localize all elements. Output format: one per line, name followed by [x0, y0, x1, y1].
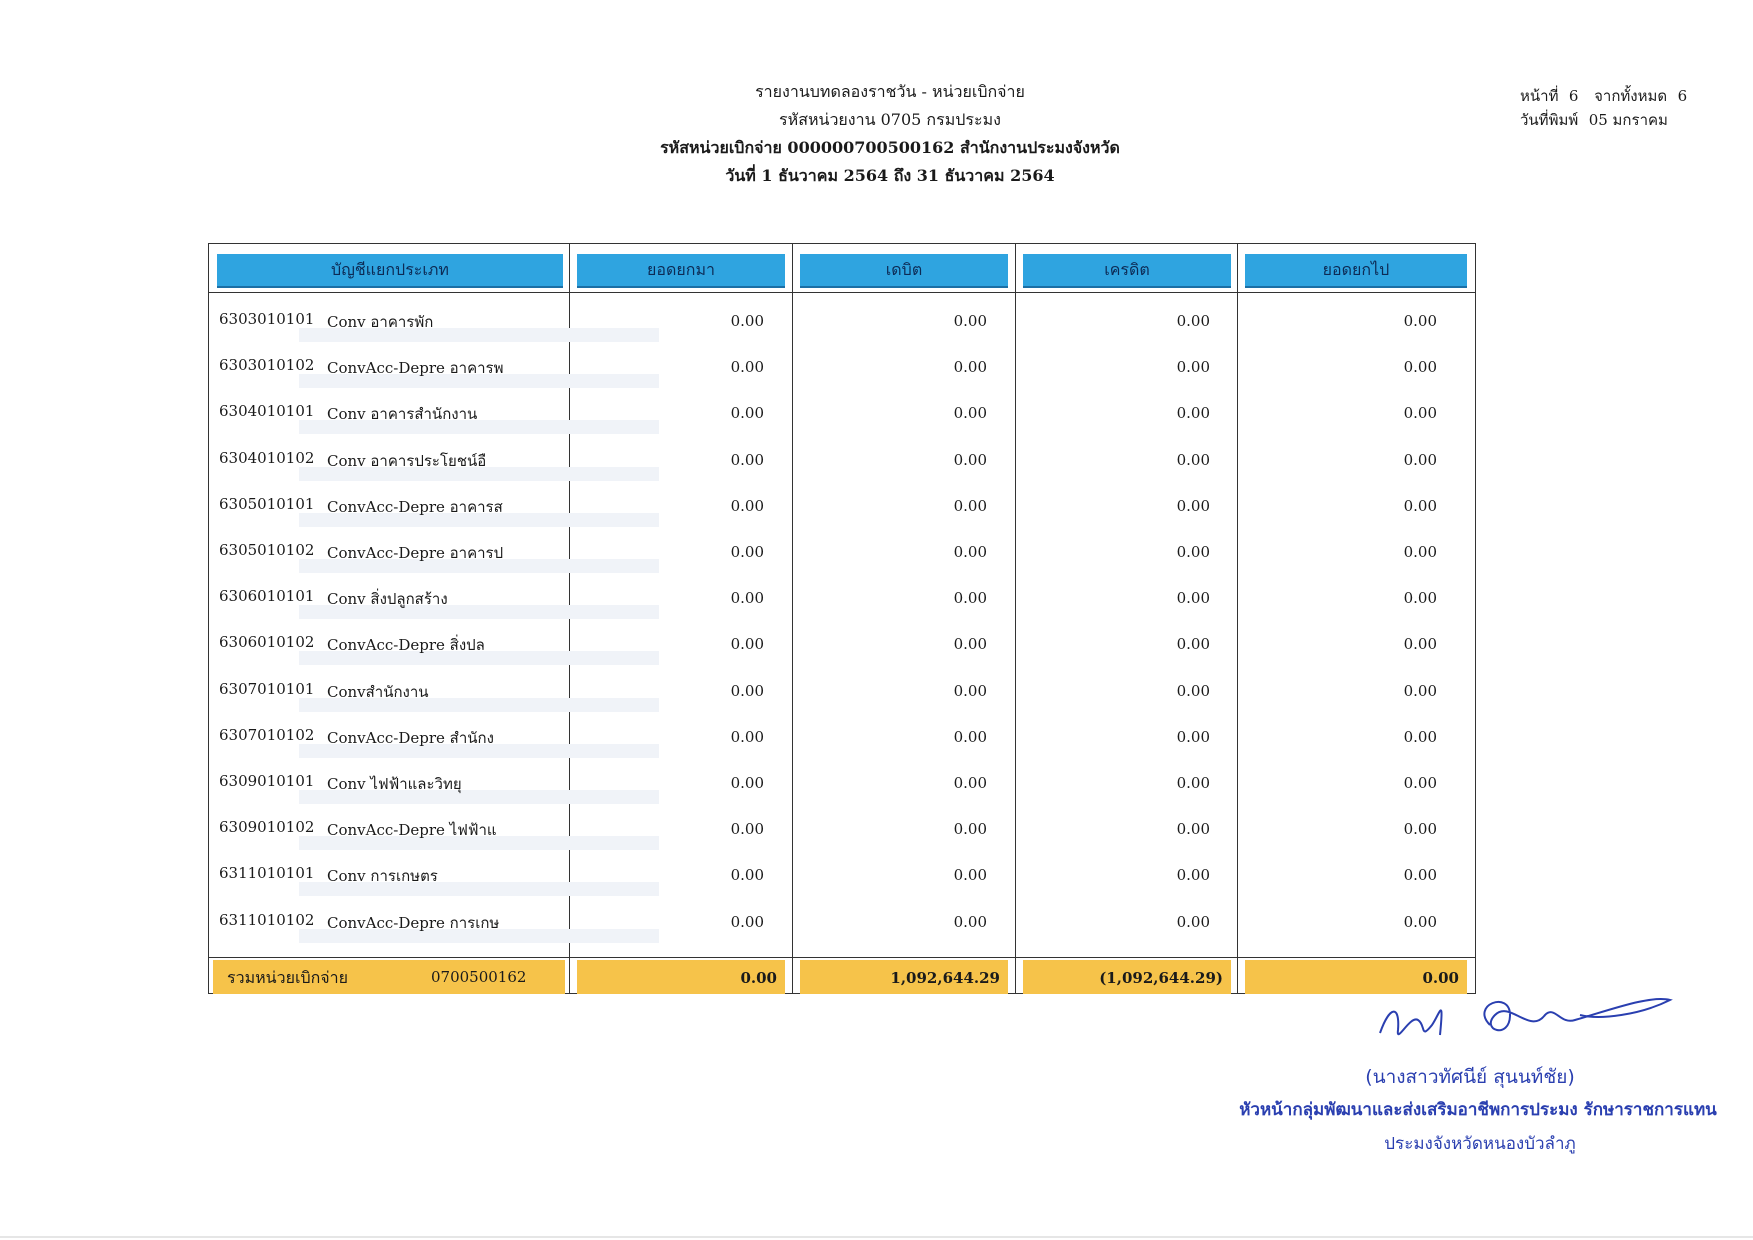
table-row: [209, 302, 1475, 348]
debit-value: 0.00: [953, 820, 987, 839]
account-code: 6304010102: [219, 448, 315, 467]
total-debit: 1,092,644.29: [890, 969, 1000, 987]
of-label: จากทั้งหมด: [1594, 87, 1668, 105]
closing-balance-value: 0.00: [1403, 727, 1437, 746]
credit-value: 0.00: [1176, 589, 1210, 608]
column-header-opening-balance: ยอดยกมา: [577, 254, 785, 288]
opening-balance-value: 0.00: [730, 312, 764, 330]
debit-value: 0.00: [953, 543, 987, 561]
opening-balance-value: 0.00: [730, 589, 764, 608]
opening-balance-value: 0.00: [730, 450, 764, 469]
account-code: 6309010101: [219, 772, 315, 790]
account-name: Convสำนักงาน: [327, 682, 429, 701]
account-name: Conv อาคารประโยชน์อื: [327, 451, 487, 470]
column-header-closing-balance: ยอดยกไป: [1245, 254, 1467, 288]
credit-value: 0.00: [1176, 820, 1210, 839]
account-code: 6307010101: [219, 679, 315, 698]
signatory-office: ประมงจังหวัดหนองบัวลำภู: [1384, 1134, 1576, 1154]
report-header: [560, 78, 1220, 190]
page-bottom-edge: [0, 1236, 1753, 1238]
table-row: [209, 810, 1475, 856]
agency-code: รหัสหน่วยงาน 0705 กรมประมง: [779, 110, 1001, 129]
closing-balance-value: 0.00: [1403, 912, 1437, 931]
page-info: [1520, 84, 1687, 132]
column-header-account: บัญชีแยกประเภท: [217, 254, 563, 288]
credit-value: 0.00: [1176, 681, 1210, 700]
account-name: Conv อาคารสำนักงาน: [327, 405, 478, 424]
opening-balance-value: 0.00: [730, 727, 764, 746]
report-title: รายงานบทดลองราชวัน - หน่วยเบิกจ่าย: [755, 82, 1025, 101]
disbursement-unit-code: รหัสหน่วยเบิกจ่าย 000000700500162 สำนักงานประมงจังหวัด: [660, 138, 1120, 157]
account-code: 6303010102: [219, 356, 315, 375]
debit-value: 0.00: [953, 358, 987, 377]
table-row: [209, 394, 1475, 440]
account-name: ConvAcc-Depre อาคารป: [327, 544, 504, 562]
opening-balance-value: 0.00: [730, 358, 764, 377]
opening-balance-value: 0.00: [730, 496, 764, 515]
date-range: วันที่ 1 ธันวาคม 2564 ถึง 31 ธันวาคม 2564: [725, 166, 1055, 185]
closing-balance-value: 0.00: [1403, 635, 1437, 654]
total-label: รวมหน่วยเบิกจ่าย: [227, 968, 349, 987]
credit-value: 0.00: [1176, 312, 1210, 330]
opening-balance-value: 0.00: [730, 404, 764, 423]
page-total: 6: [1677, 87, 1688, 105]
credit-value: 0.00: [1176, 912, 1210, 931]
closing-balance-value: 0.00: [1403, 450, 1437, 469]
page-number: 6: [1568, 87, 1579, 105]
table-row: [209, 487, 1475, 533]
closing-balance-value: 0.00: [1403, 358, 1437, 377]
closing-balance-value: 0.00: [1403, 820, 1437, 839]
closing-balance-value: 0.00: [1403, 543, 1437, 561]
account-name: Conv สิ่งปลูกสร้าง: [327, 590, 448, 609]
closing-balance-value: 0.00: [1403, 681, 1437, 700]
debit-value: 0.00: [953, 681, 987, 700]
credit-value: 0.00: [1176, 727, 1210, 746]
credit-value: 0.00: [1176, 774, 1210, 792]
trial-balance-table: [208, 243, 1476, 994]
opening-balance-value: 0.00: [730, 912, 764, 931]
opening-balance-value: 0.00: [730, 635, 764, 654]
credit-value: 0.00: [1176, 358, 1210, 377]
handwritten-signature: [1370, 985, 1690, 1055]
page-number-line: [1520, 84, 1687, 108]
credit-value: 0.00: [1176, 543, 1210, 561]
account-code: 6305010101: [219, 494, 315, 513]
account-name: ConvAcc-Depre การเกษ: [327, 913, 500, 932]
debit-value: 0.00: [953, 589, 987, 608]
print-date-line: [1520, 108, 1687, 132]
table-row: [209, 764, 1475, 810]
account-code: 6309010102: [219, 818, 315, 837]
table-row: [209, 348, 1475, 394]
print-date: 05 มกราคม: [1588, 111, 1668, 129]
closing-balance-value: 0.00: [1403, 404, 1437, 423]
account-name: Conv อาคารพัก: [327, 313, 434, 331]
table-row: [209, 672, 1475, 718]
table-row: [209, 441, 1475, 487]
table-row: [209, 718, 1475, 764]
credit-value: 0.00: [1176, 450, 1210, 469]
debit-value: 0.00: [953, 774, 987, 792]
signatory-position: หัวหน้ากลุ่มพัฒนาและส่งเสริมอาชีพการประมง รักษาราชการแทน: [1239, 1100, 1717, 1120]
total-unit-code: 0700500162: [431, 968, 527, 986]
table-row: [209, 903, 1475, 949]
account-code: 6303010101: [219, 310, 315, 328]
account-code: 6306010101: [219, 587, 315, 606]
closing-balance-value: 0.00: [1403, 496, 1437, 515]
debit-value: 0.00: [953, 496, 987, 515]
opening-balance-value: 0.00: [730, 774, 764, 792]
opening-balance-value: 0.00: [730, 681, 764, 700]
closing-balance-value: 0.00: [1403, 774, 1437, 792]
total-row: [213, 960, 565, 994]
credit-value: 0.00: [1176, 496, 1210, 515]
closing-balance-value: 0.00: [1403, 866, 1437, 885]
debit-value: 0.00: [953, 912, 987, 931]
debit-value: 0.00: [953, 312, 987, 330]
account-name: ConvAcc-Depre สำนักง: [327, 728, 494, 747]
account-name: Conv ไฟฟ้าและวิทยุ: [327, 775, 462, 793]
debit-value: 0.00: [953, 727, 987, 746]
credit-value: 0.00: [1176, 635, 1210, 654]
total-opening-balance: 0.00: [740, 969, 777, 987]
closing-balance-value: 0.00: [1403, 312, 1437, 330]
account-name: ConvAcc-Depre ไฟฟ้าแ: [327, 821, 497, 840]
account-name: Conv การเกษตร: [327, 867, 438, 886]
page-label: หน้าที่: [1520, 87, 1559, 105]
debit-value: 0.00: [953, 635, 987, 654]
debit-value: 0.00: [953, 404, 987, 423]
opening-balance-value: 0.00: [730, 820, 764, 839]
debit-value: 0.00: [953, 450, 987, 469]
account-name: ConvAcc-Depre อาคารส: [327, 497, 503, 516]
table-row: [209, 625, 1475, 671]
total-credit: (1,092,644.29): [1099, 969, 1223, 987]
credit-value: 0.00: [1176, 866, 1210, 885]
debit-value: 0.00: [953, 866, 987, 885]
account-name: ConvAcc-Depre อาคารพ: [327, 359, 504, 378]
table-row: [209, 533, 1475, 579]
account-code: 6306010102: [219, 633, 315, 652]
account-name: ConvAcc-Depre สิ่งปล: [327, 636, 485, 655]
account-code: 6311010102: [219, 910, 315, 929]
print-label: วันที่พิมพ์: [1520, 111, 1579, 129]
closing-balance-value: 0.00: [1403, 589, 1437, 608]
account-code: 6307010102: [219, 725, 315, 744]
account-code: 6305010102: [219, 541, 315, 559]
opening-balance-value: 0.00: [730, 543, 764, 561]
table-row: [209, 579, 1475, 625]
column-header-debit: เดบิต: [800, 254, 1008, 288]
account-code: 6311010101: [219, 864, 315, 883]
total-closing-balance: 0.00: [1422, 969, 1459, 987]
signatory-name: (นางสาวทัศนีย์ สุนนท์ชัย): [1365, 1066, 1575, 1088]
column-header-credit: เครดิต: [1023, 254, 1231, 288]
account-code: 6304010101: [219, 402, 315, 421]
credit-value: 0.00: [1176, 404, 1210, 423]
opening-balance-value: 0.00: [730, 866, 764, 885]
table-row: [209, 856, 1475, 902]
